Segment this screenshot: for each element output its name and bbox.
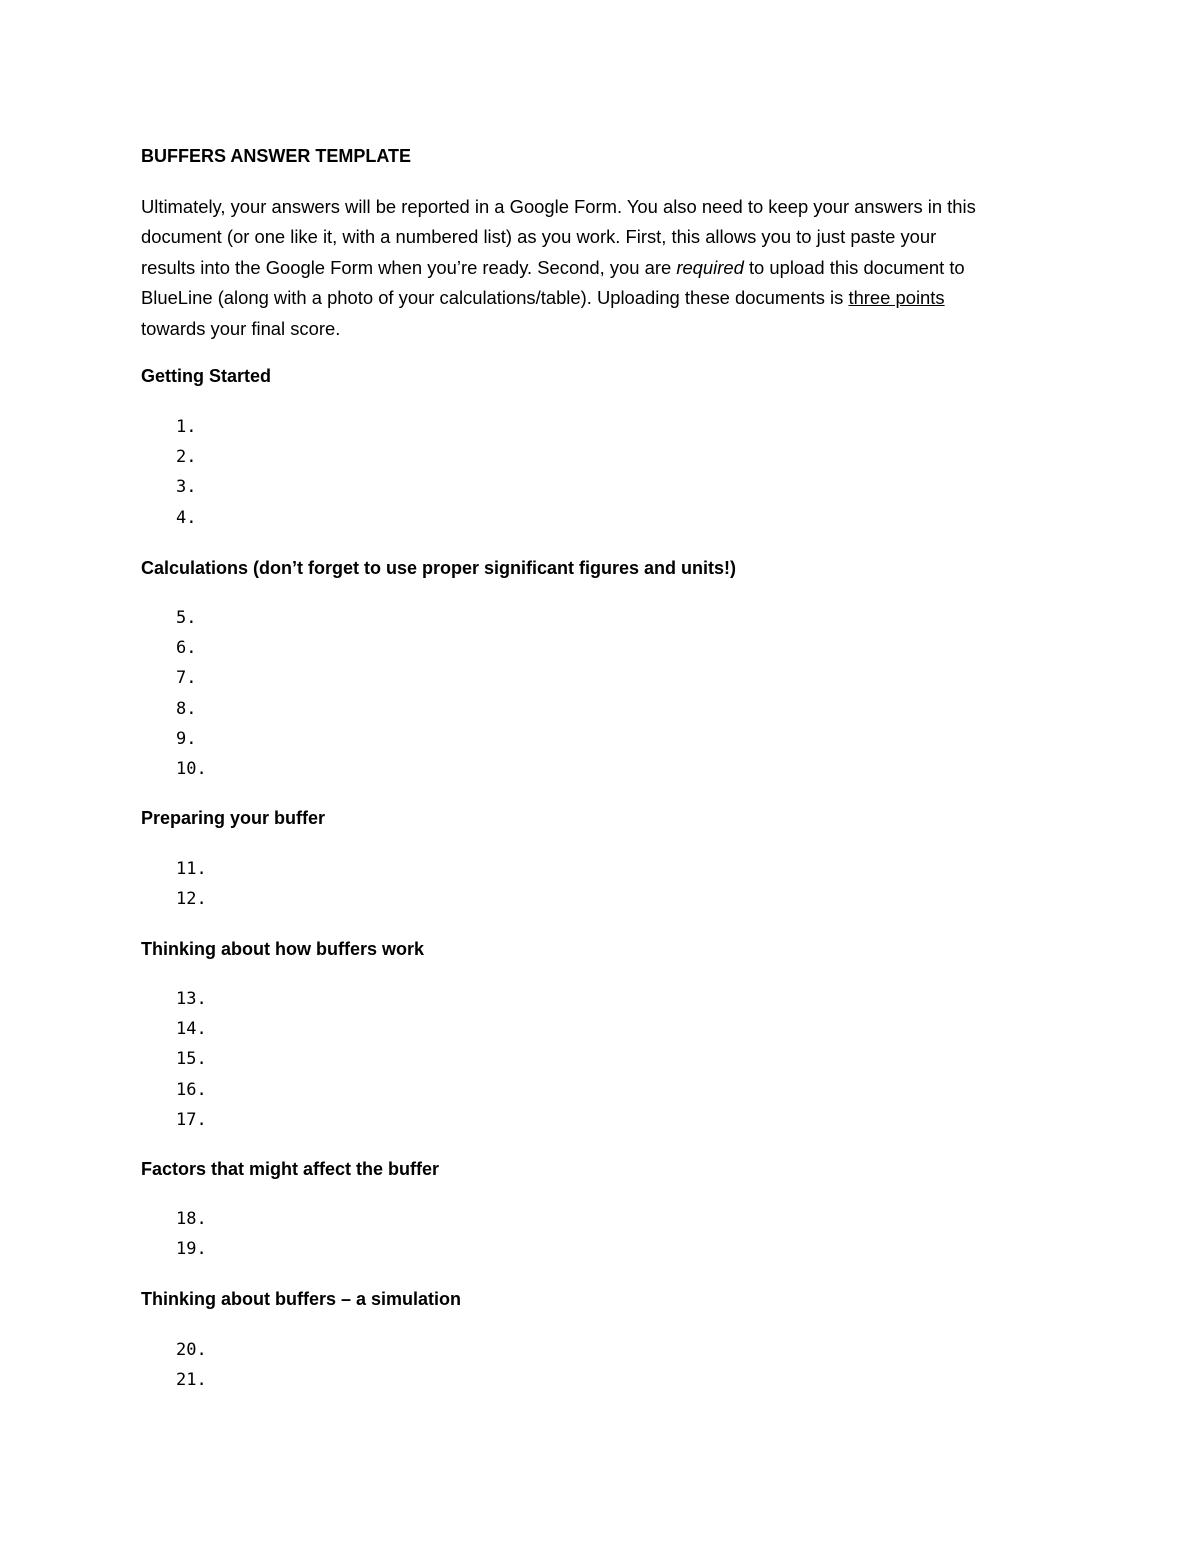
answer-list [176, 1204, 207, 1264]
section-heading: Calculations (don’t forget to use proper significant figures and units!) [141, 558, 737, 578]
answer-list [176, 603, 207, 784]
answer-item: 7. [176, 668, 197, 689]
intro-line [141, 253, 1051, 283]
intro-text: BlueLine (along with a photo of your calculations/table). Uploading these documents is [141, 287, 844, 309]
intro-line: document (or one like it, with a numbered list) as you work. First, this allows you to just paste your [141, 226, 937, 248]
answer-item: 17. [176, 1109, 207, 1130]
answer-item: 10. [176, 758, 207, 779]
intro-line: towards your final score. [141, 317, 341, 339]
answer-item: 8. [176, 698, 197, 719]
answer-item: 11. [176, 859, 207, 879]
answer-list [176, 984, 207, 1135]
answer-item: 12. [176, 889, 207, 910]
answer-item: 15. [176, 1049, 207, 1070]
answer-list [176, 412, 196, 533]
section-heading: Thinking about how buffers work [141, 939, 424, 959]
intro-line: Ultimately, your answers will be reported in a Google Form. You also need to keep your answers in this [141, 196, 976, 217]
emphasized-word: required [676, 256, 744, 278]
intro-line [141, 283, 1051, 313]
answer-item: 18. [176, 1209, 207, 1229]
answer-item: 20. [176, 1340, 207, 1360]
section-heading: Getting Started [141, 366, 272, 386]
answer-item: 4. [176, 507, 197, 528]
answer-item: 21. [176, 1370, 207, 1391]
answer-item: 19. [176, 1239, 207, 1260]
section-heading: Preparing your buffer [141, 808, 326, 828]
answer-item: 6. [176, 638, 197, 659]
answer-item: 13. [176, 989, 207, 1009]
section-heading: Thinking about buffers – a simulation [141, 1289, 462, 1309]
answer-item: 3. [176, 477, 197, 498]
intro-paragraph [141, 192, 1051, 344]
answer-item: 1. [176, 417, 197, 437]
answer-item: 9. [176, 728, 197, 749]
document-title: BUFFERS ANSWER TEMPLATE [141, 146, 411, 166]
intro-text: results into the Google Form when you’re ready. Second, you are [141, 256, 672, 278]
section-heading: Factors that might affect the buffer [141, 1159, 440, 1179]
answer-list [176, 854, 207, 914]
underlined-phrase: three points [848, 287, 945, 309]
intro-text: to upload this document to [748, 256, 965, 278]
answer-item: 5. [176, 608, 197, 628]
answer-list [176, 1335, 207, 1395]
answer-item: 14. [176, 1019, 207, 1040]
answer-item: 16. [176, 1079, 207, 1100]
answer-item: 2. [176, 447, 197, 468]
